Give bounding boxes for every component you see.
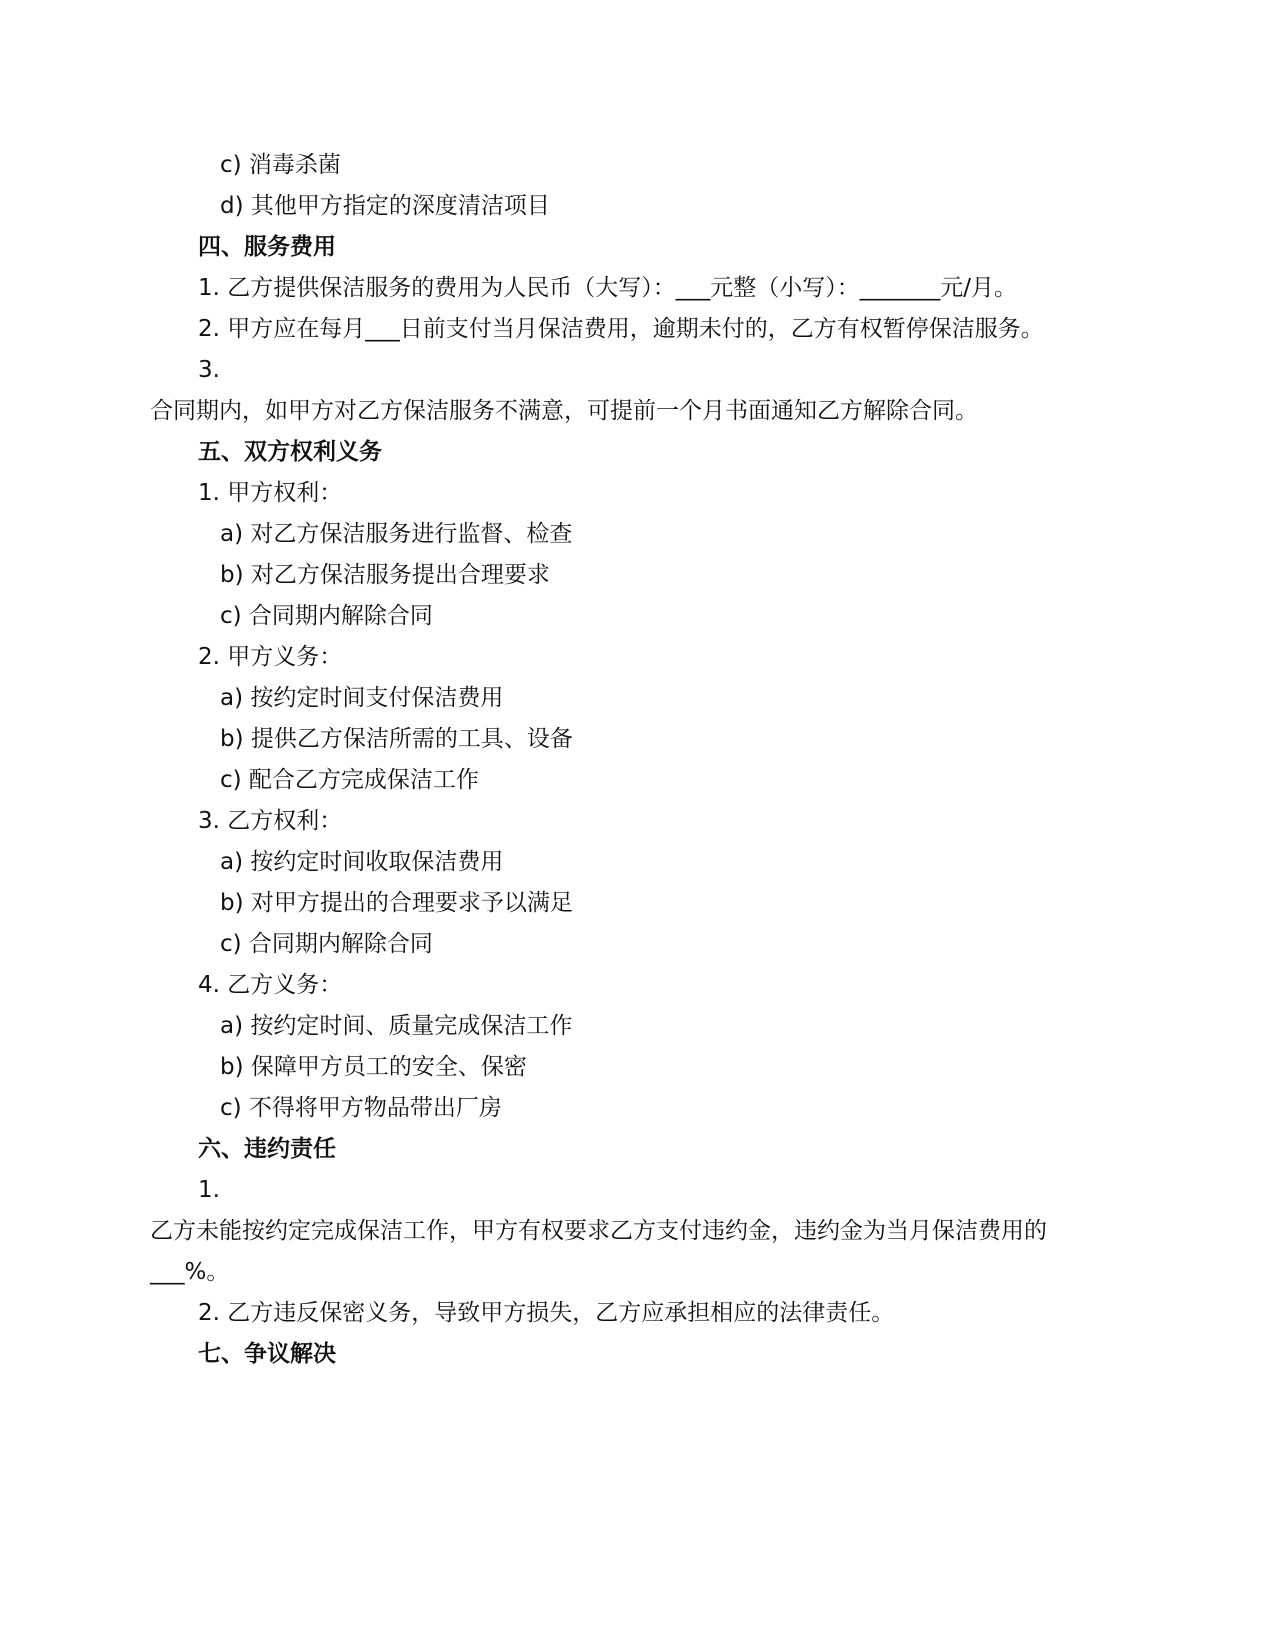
clause-text: 合同期内，如甲方对乙方保洁服务不满意，可提前一个月书面通知乙方解除合同。 [150, 398, 978, 424]
clause: 3. 乙方权利： [198, 808, 343, 834]
clause: 1. 乙方提供保洁服务的费用为人民币（大写）：___元整（小写）：_______元/月。 [198, 275, 1018, 301]
list-item: b) 保障甲方员工的安全、保密 [220, 1054, 527, 1080]
clause: 1. 甲方权利： [198, 480, 343, 506]
list-item: d) 其他甲方指定的深度清洁项目 [220, 193, 550, 219]
list-item: b) 对甲方提出的合理要求予以满足 [220, 890, 573, 916]
clause: 2. 甲方义务： [198, 644, 343, 670]
list-item: a) 按约定时间、质量完成保洁工作 [220, 1013, 573, 1039]
list-item: c) 消毒杀菌 [220, 152, 341, 178]
list-item: a) 按约定时间支付保洁费用 [220, 685, 504, 711]
clause-text: ___%。 [150, 1259, 230, 1285]
list-item: a) 对乙方保洁服务进行监督、检查 [220, 521, 573, 547]
list-item: c) 合同期内解除合同 [220, 931, 433, 957]
clause-number: 1. [198, 1177, 220, 1203]
list-item: a) 按约定时间收取保洁费用 [220, 849, 504, 875]
list-item: c) 合同期内解除合同 [220, 603, 433, 629]
clause-number: 3. [198, 357, 220, 383]
list-item: c) 配合乙方完成保洁工作 [220, 767, 479, 793]
section-heading: 五、双方权利义务 [198, 439, 382, 465]
section-heading: 四、服务费用 [198, 234, 336, 260]
clause-text: 乙方未能按约定完成保洁工作，甲方有权要求乙方支付违约金，违约金为当月保洁费用的 [150, 1218, 1047, 1244]
list-item: c) 不得将甲方物品带出厂房 [220, 1095, 502, 1121]
section-heading: 七、争议解决 [198, 1341, 336, 1367]
clause: 2. 乙方违反保密义务，导致甲方损失，乙方应承担相应的法律责任。 [198, 1300, 895, 1326]
clause: 2. 甲方应在每月___日前支付当月保洁费用，逾期未付的，乙方有权暂停保洁服务。 [198, 316, 1044, 342]
list-item: b) 提供乙方保洁所需的工具、设备 [220, 726, 573, 752]
section-heading: 六、违约责任 [198, 1136, 336, 1162]
list-item: b) 对乙方保洁服务提出合理要求 [220, 562, 550, 588]
clause: 4. 乙方义务： [198, 972, 343, 998]
